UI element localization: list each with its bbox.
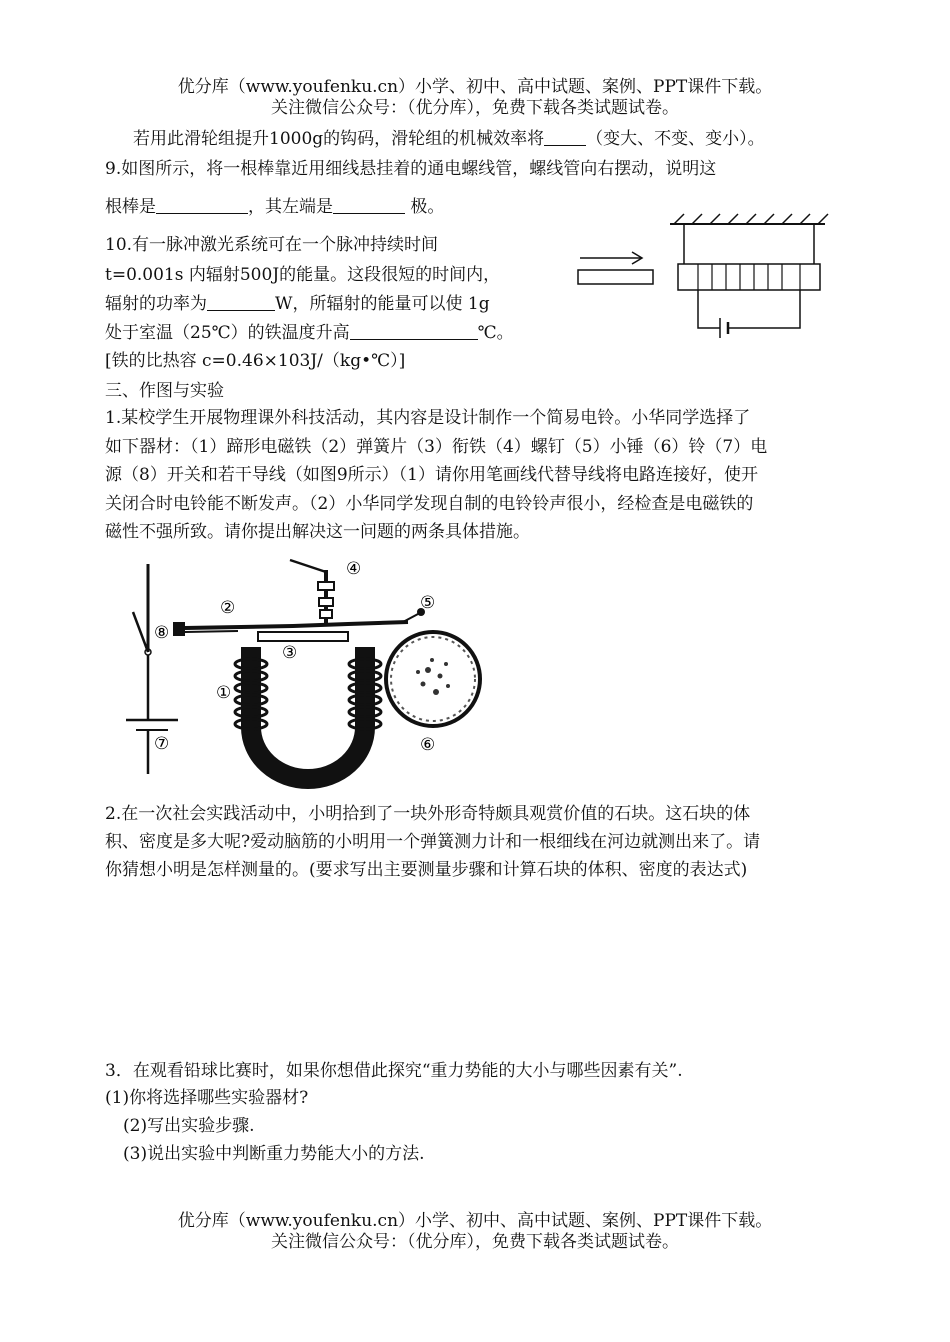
q9-blank-rod[interactable] (156, 196, 248, 214)
q9-line-2 (105, 196, 444, 218)
q10-line-4 (105, 322, 514, 344)
q9-text-b: ，其左端是 (248, 197, 333, 217)
exp2-line-3: 你猜想小明是怎样测量的。(要求写出主要测量步骤和计算石块的体积、密度的表达式) (105, 860, 748, 880)
q10-blank-power[interactable] (207, 293, 275, 311)
exp1-line-1: 1.某校学生开展物理课外科技活动，其内容是设计制作一个简易电铃。小华同学选择了 (105, 408, 751, 428)
q8-text-before: 若用此滑轮组提升1000g的钩码，滑轮组的机械效率将 (133, 129, 545, 149)
section-3-title: 三、作图与实验 (105, 381, 224, 401)
q8-text-after: （变大、不变、变小）。 (586, 129, 765, 149)
q10-line-3 (105, 293, 490, 315)
exp2-line-1: 2.在一次社会实践活动中，小明拾到了一块外形奇特颇具观赏价值的石块。这石块的体 (105, 804, 751, 824)
exp1-line-5: 磁性不强所致。请你提出解决这一问题的两条具体措施。 (105, 522, 530, 542)
q10-text-4a: 处于室温（25℃）的铁温度升高 (105, 323, 350, 343)
label-1: ① (216, 683, 232, 703)
q10-text-3b: W，所辐射的能量可以使 1g (275, 294, 490, 314)
header-line-1: 优分库（www.youfenku.cn）小学、初中、高中试题、案例、PPT课件下载。 (177, 77, 773, 97)
footer-line-1: 优分库（www.youfenku.cn）小学、初中、高中试题、案例、PPT课件下载。 (177, 1211, 773, 1231)
q9-blank-pole[interactable] (333, 196, 405, 214)
exp1-line-4: 关闭合时电铃能不断发声。（2）小华同学发现自制的电铃铃声很小，经检查是电磁铁的 (105, 494, 754, 514)
q10-line-5: [铁的比热容 c=0.46×103J/（kg•℃）] (105, 351, 406, 371)
label-8: ⑧ (154, 623, 170, 643)
q10-text-4b: ℃。 (477, 323, 514, 343)
q9-text-c: 极。 (405, 197, 445, 217)
q10-line-2: t=0.001s 内辐射500J的能量。这段很短的时间内， (105, 265, 501, 285)
q8-answer-blank[interactable] (544, 128, 586, 146)
exp3-line-1: 3．在观看铅球比赛时，如果你想借此探究“重力势能的大小与哪些因素有关”. (105, 1061, 683, 1081)
exp2-line-2: 积、密度是多大呢?爱动脑筋的小明用一个弹簧测力计和一根细线在河边就测出来了。请 (105, 832, 761, 852)
solenoid-figure (570, 210, 840, 355)
exp1-line-2: 如下器材：（1）蹄形电磁铁（2）弹簧片（3）衔铁（4）螺钉（5）小锤（6）铃（7）电 (105, 437, 768, 457)
exp3-line-4: (3)说出实验中判断重力势能大小的方法. (123, 1144, 425, 1164)
q8-line (133, 128, 765, 150)
q10-blank-temp[interactable] (350, 322, 478, 340)
header-line-2: 关注微信公众号：（优分库），免费下载各类试题试卷。 (271, 98, 679, 118)
label-4: ④ (346, 559, 362, 579)
q10-line-1: 10.有一脉冲激光系统可在一个脉冲持续时间 (105, 235, 439, 255)
footer-line-2: 关注微信公众号：（优分库），免费下载各类试题试卷。 (271, 1232, 679, 1252)
q9-line-1: 9.如图所示，将一根棒靠近用细线悬挂着的通电螺线管，螺线管向右摆动，说明这 (105, 159, 717, 179)
label-5: ⑤ (420, 593, 436, 613)
exp3-line-2: (1)你将选择哪些实验器材? (105, 1088, 309, 1108)
label-2: ② (220, 598, 236, 618)
q10-text-3a: 辐射的功率为 (105, 294, 207, 314)
q9-text-a: 根棒是 (105, 197, 156, 217)
label-7: ⑦ (154, 734, 170, 754)
exp1-line-3: 源（8）开关和若干导线（如图9所示）（1）请你用笔画线代替导线将电路连接好，使开 (105, 465, 758, 485)
electric-bell-figure (118, 552, 498, 782)
label-3: ③ (282, 643, 298, 663)
label-6: ⑥ (420, 735, 436, 755)
exp3-line-3: (2)写出实验步骤. (123, 1116, 255, 1136)
